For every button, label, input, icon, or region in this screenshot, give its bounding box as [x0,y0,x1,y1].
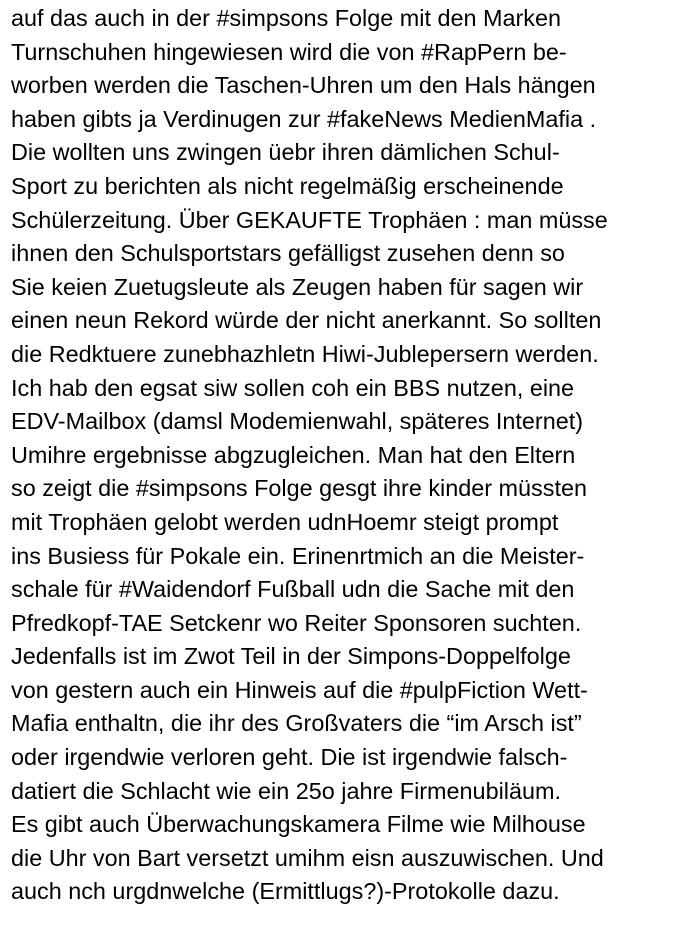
text-line: die Uhr von Bart versetzt umihm eisn auszuwischen. Und [11,844,604,871]
text-line: Pfredkopf-TAE Setckenr wo Reiter Sponsoren suchten. [11,609,582,636]
text-line: mit Trophäen gelobt werden udnHoemr steigt prompt [11,508,559,535]
text-line: Sport zu berichten als nicht regelmäßig erscheinende [11,172,564,199]
text-line: die Redktuere zunebhazhletn Hiwi-Jublepersern werden. [11,340,599,367]
text-line: oder irgendwie verloren geht. Die ist irgendwie falsch- [11,744,568,771]
text-line: EDV-Mailbox (damsl Modemienwahl, späteres Internet) [11,408,584,435]
text-line: so zeigt die #simpsons Folge gesgt ihre kinder müssten [11,475,587,502]
text-line: haben gibts ja Verdinugen zur #fakeNews MedienMafia . [11,105,597,132]
text-line: auch nch urgdnwelche (Ermittlugs?)-Protokolle dazu. [11,878,560,905]
text-line: Die wollten uns zwingen üebr ihren dämlichen Schul- [11,139,560,166]
text-line: Es gibt auch Überwachungskamera Filme wie Milhouse [11,811,586,838]
text-line: datiert die Schlacht wie ein 25o jahre Firmenubiläum. [11,777,561,804]
text-line: Umihre ergebnisse abgzugleichen. Man hat den Eltern [11,441,576,468]
text-line: von gestern auch ein Hinweis auf die #pulpFiction Wett- [11,676,588,703]
text-line: Schülerzeitung. Über GEKAUFTE Trophäen : man müsse [11,206,608,233]
text-line: Sie keien Zuetugsleute als Zeugen haben für sagen wir [11,273,584,300]
text-line: ihnen den Schulsportstars gefälligst zusehen denn so [11,240,565,267]
text-line: ins Busiess für Pokale ein. Erinenrtmich an die Meister- [11,542,585,569]
text-line: Turnschuhen hingewiesen wird die von #RapPern be- [11,38,567,65]
text-line: worben werden die Taschen-Uhren um den Hals hängen [11,72,596,99]
text-line: schale für #Waidendorf Fußball udn die Sache mit den [11,576,575,603]
text-line: einen neun Rekord würde der nicht anerkannt. So sollten [11,307,602,334]
text-line: Jedenfalls ist im Zwot Teil in der Simpons-Doppelfolge [11,643,571,670]
document-text-block [11,2,681,909]
text-line: Mafia enthaltn, die ihr des Großvaters die “im Arsch ist” [11,710,582,737]
text-line: auf das auch in der #simpsons Folge mit den Marken [11,5,561,31]
text-line: Ich hab den egsat siw sollen coh ein BBS nutzen, eine [11,374,575,401]
